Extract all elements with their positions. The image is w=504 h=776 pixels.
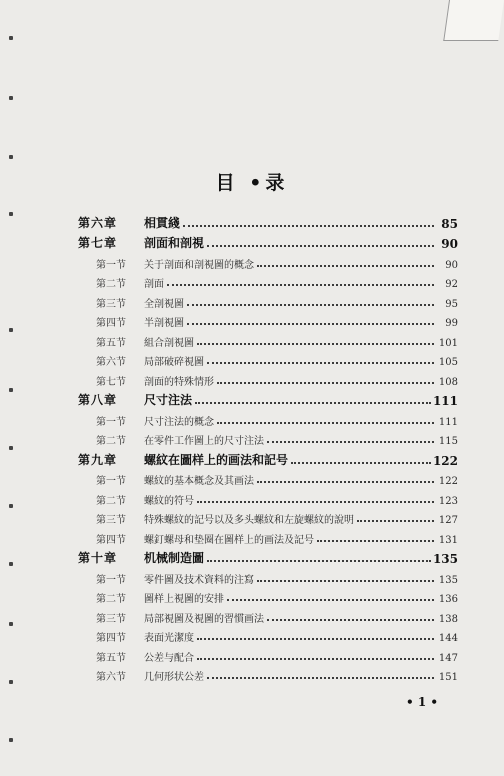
entry-page-number: 138 — [438, 613, 458, 625]
entry-page-number: 147 — [438, 652, 458, 664]
binding-mark — [9, 212, 13, 216]
toc-section-row[interactable] — [78, 644, 458, 664]
entry-page-number: 95 — [445, 298, 458, 310]
section-number: 第四节 — [96, 633, 126, 644]
entry-page-number: 131 — [438, 534, 458, 546]
folded-page-corner — [443, 0, 504, 41]
section-number: 第三节 — [96, 298, 126, 310]
toc-section-row[interactable] — [78, 329, 458, 349]
chapter-number: 第八章 — [78, 393, 118, 407]
dot-leader — [267, 619, 434, 621]
dot-leader — [207, 677, 434, 679]
entry-page-number: 92 — [445, 279, 458, 290]
entry-title: 圖样上視圖的安排 — [144, 594, 224, 605]
entry-title: 公差与配合 — [144, 652, 194, 664]
binding-mark — [9, 388, 13, 392]
toc-section-row[interactable] — [78, 468, 458, 488]
toc-section-row[interactable] — [78, 566, 458, 586]
section-number: 第一节 — [96, 416, 126, 428]
section-number: 第五节 — [96, 652, 126, 664]
dot-leader — [197, 658, 434, 660]
page-number: • 1 • — [406, 695, 439, 709]
toc-section-row[interactable] — [78, 605, 458, 625]
section-number: 第二节 — [96, 594, 126, 605]
section-number: 第四节 — [96, 534, 126, 546]
entry-title: 关于剖面和剖視圖的概念 — [144, 259, 254, 271]
toc-section-row[interactable] — [78, 428, 458, 448]
toc-chapter-row[interactable] — [78, 231, 458, 252]
dot-leader — [197, 501, 434, 503]
entry-title: 局部破碎視圖 — [144, 357, 204, 368]
entry-page-number: 111 — [438, 416, 458, 428]
entry-page-number: 136 — [438, 594, 458, 605]
toc-section-row[interactable] — [78, 526, 458, 546]
entry-title: 螺紋的基本概念及其画法 — [144, 476, 254, 487]
toc-section-row[interactable] — [78, 625, 458, 645]
toc-section-row[interactable] — [78, 408, 458, 428]
dot-leader — [187, 323, 434, 325]
entry-page-number: 151 — [438, 672, 458, 683]
dot-leader — [167, 284, 434, 286]
toc-section-row[interactable] — [78, 310, 458, 330]
chapter-number: 第九章 — [78, 452, 118, 467]
entry-title: 零件圖及技术資料的注寫 — [144, 574, 254, 586]
dot-leader — [187, 304, 434, 306]
chapter-number: 第十章 — [78, 551, 118, 565]
toc-section-row[interactable] — [78, 290, 458, 310]
entry-title: 組合剖視圖 — [144, 337, 194, 349]
dot-leader — [257, 265, 434, 267]
entry-page-number: 144 — [438, 633, 458, 644]
entry-page-number: 115 — [438, 436, 458, 447]
entry-page-number: 111 — [432, 394, 458, 408]
entry-page-number: 105 — [438, 357, 458, 368]
dot-leader — [317, 540, 434, 542]
dot-leader — [217, 382, 434, 384]
section-number: 第二节 — [96, 436, 126, 447]
section-number: 第五节 — [96, 337, 126, 349]
binding-mark — [9, 36, 13, 40]
entry-title: 局部視圖及視圖的習慣画法 — [144, 613, 264, 625]
entry-page-number: 123 — [438, 495, 458, 507]
binding-mark — [9, 446, 13, 450]
binding-mark — [9, 622, 13, 626]
entry-page-number: 127 — [438, 515, 458, 526]
entry-page-number: 90 — [441, 237, 458, 251]
entry-title: 螺釘螺母和垫圈在圖样上的画法及記号 — [144, 534, 314, 546]
entry-page-number: 90 — [445, 259, 458, 271]
dot-leader — [197, 638, 434, 640]
entry-title: 尺寸注法 — [144, 393, 193, 407]
entry-page-number: 122 — [432, 453, 458, 468]
entry-page-number: 135 — [438, 574, 458, 586]
section-number: 第六节 — [96, 672, 126, 683]
toc-chapter-row[interactable] — [78, 447, 458, 468]
table-of-contents — [78, 210, 458, 683]
dot-leader — [257, 481, 434, 483]
section-number: 第一节 — [96, 574, 126, 586]
binding-mark — [9, 562, 13, 566]
binding-mark — [9, 680, 13, 684]
section-number: 第六节 — [96, 357, 126, 368]
entry-page-number: 85 — [441, 216, 458, 231]
toc-section-row[interactable] — [78, 251, 458, 271]
section-number: 第四节 — [96, 318, 126, 329]
binding-mark — [9, 96, 13, 100]
binding-mark — [9, 155, 13, 159]
section-number: 第三节 — [96, 613, 126, 625]
toc-section-row[interactable] — [78, 349, 458, 369]
entry-title: 在零件工作圖上的尺寸注法 — [144, 436, 264, 447]
dot-leader — [257, 580, 434, 582]
entry-page-number: 122 — [438, 476, 458, 487]
entry-title: 全剖視圖 — [144, 298, 184, 310]
toc-section-row[interactable] — [78, 368, 458, 388]
entry-title: 剖面的特殊情形 — [144, 376, 214, 388]
entry-title: 相貫綫 — [144, 215, 181, 230]
toc-section-row[interactable] — [78, 271, 458, 291]
toc-section-row[interactable] — [78, 507, 458, 527]
entry-page-number: 101 — [438, 337, 458, 349]
section-number: 第二节 — [96, 495, 126, 507]
dot-leader — [227, 599, 434, 601]
dot-leader — [207, 245, 434, 247]
binding-mark — [9, 328, 13, 332]
section-number: 第一节 — [96, 259, 126, 271]
entry-title: 表面光潔度 — [144, 633, 194, 644]
dot-leader — [291, 462, 431, 464]
dot-leader — [195, 402, 431, 404]
entry-title: 特殊螺紋的記号以及多头螺紋和左旋螺紋的說明 — [144, 515, 354, 526]
entry-title: 螺紋的符号 — [144, 495, 194, 507]
dot-leader — [197, 343, 434, 345]
chapter-number: 第七章 — [78, 236, 118, 250]
entry-title: 半剖視圖 — [144, 318, 184, 329]
entry-page-number: 99 — [445, 318, 458, 329]
entry-page-number: 108 — [438, 376, 458, 388]
chapter-number: 第六章 — [78, 215, 118, 230]
binding-mark — [9, 738, 13, 742]
toc-title: 目 •录 — [215, 172, 289, 194]
toc-chapter-row[interactable] — [78, 388, 458, 409]
toc-chapter-row[interactable] — [78, 210, 458, 231]
dot-leader — [267, 441, 434, 443]
dot-leader — [357, 520, 434, 522]
toc-section-row[interactable] — [78, 586, 458, 606]
dot-leader — [183, 225, 434, 227]
toc-chapter-row[interactable] — [78, 546, 458, 567]
section-number: 第七节 — [96, 376, 126, 388]
entry-title: 剖面 — [144, 279, 164, 290]
entry-title: 几何形状公差 — [144, 672, 204, 683]
binding-mark — [9, 504, 13, 508]
dot-leader — [207, 560, 431, 562]
section-number: 第三节 — [96, 515, 126, 526]
toc-section-row[interactable] — [78, 487, 458, 507]
entry-title: 螺紋在圖样上的画法和記号 — [144, 452, 289, 467]
entry-title: 尺寸注法的概念 — [144, 416, 214, 428]
entry-title: 剖面和剖視 — [144, 236, 205, 250]
entry-page-number: 135 — [432, 552, 458, 566]
section-number: 第二节 — [96, 279, 126, 290]
dot-leader — [217, 422, 434, 424]
toc-section-row[interactable] — [78, 664, 458, 684]
dot-leader — [207, 362, 434, 364]
section-number: 第一节 — [96, 476, 126, 487]
entry-title: 机械制造圖 — [144, 551, 205, 565]
